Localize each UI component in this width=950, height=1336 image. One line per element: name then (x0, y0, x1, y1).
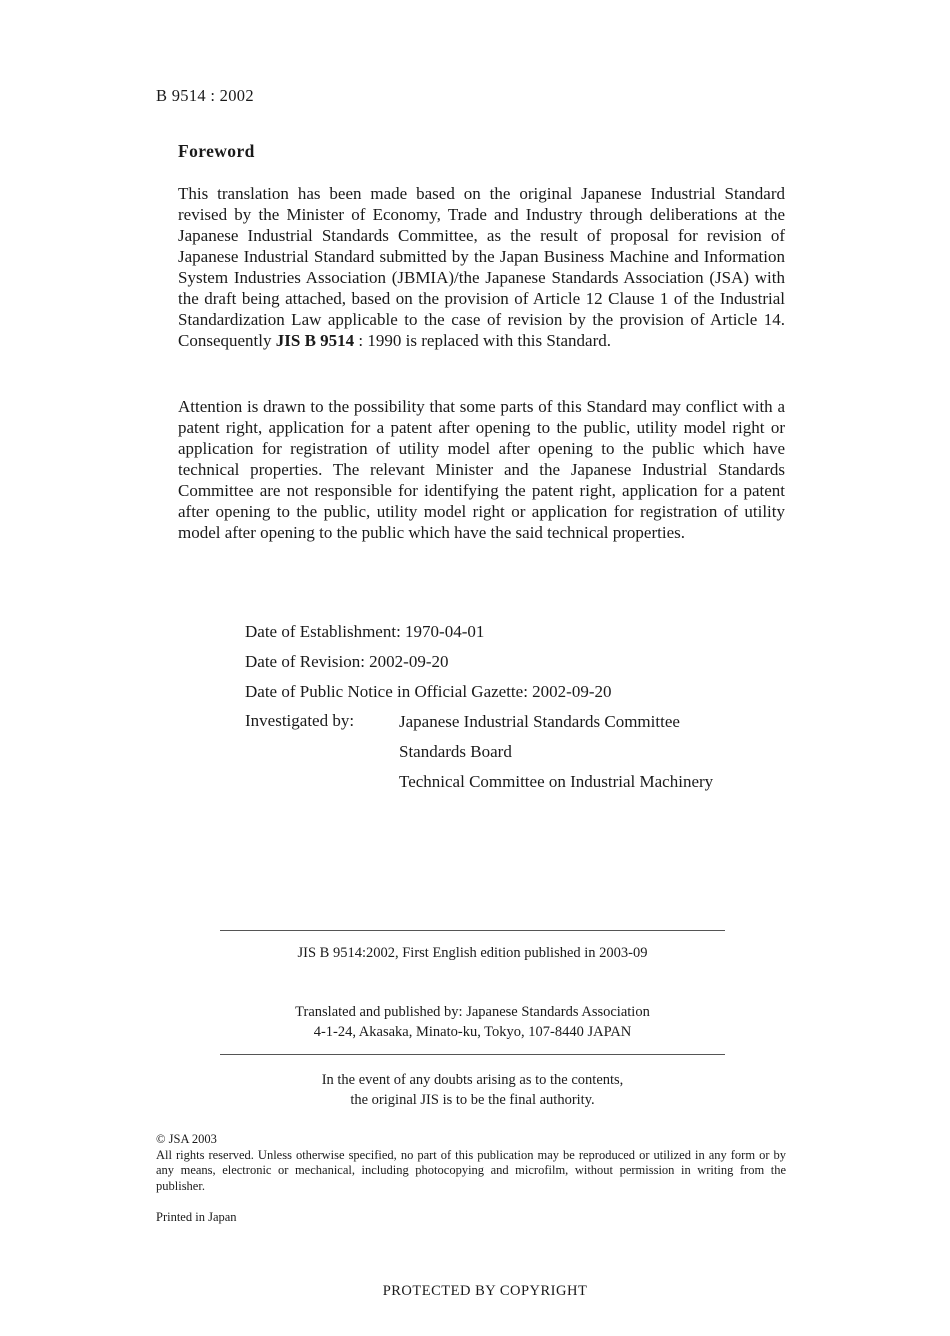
date-establishment: Date of Establishment: 1970-04-01 (245, 622, 485, 641)
foreword-paragraph-2: Attention is drawn to the possibility that some parts of this Standard may conflict with a patent right, application for a patent after opening to the public, utility model right or application for registration of utility model after opening to the public which have technical properties. The relevant Minister and the Japanese Industrial Standards Committee are not responsible for identifying the patent right, application for a patent after opening to the public, utility model right or application for registration of utility model after opening to the public which have the said technical properties. (178, 397, 785, 542)
authority-line: In the event of any doubts arising as to the contents, (321, 1072, 624, 1088)
investigated-label: Investigated by: (245, 711, 355, 730)
foreword-title: Foreword (178, 141, 255, 161)
investigated-list (399, 711, 729, 801)
investigator-item: Standards Board (399, 742, 512, 761)
printed-in: Printed in Japan (156, 1210, 237, 1224)
edition-line: JIS B 9514:2002, First English edition published in 2003-09 (297, 945, 648, 961)
divider (220, 1054, 725, 1055)
investigator-item: Technical Committee on Industrial Machinery (399, 772, 714, 791)
date-revision: Date of Revision: 2002-09-20 (245, 652, 449, 671)
protected-footer: PROTECTED BY COPYRIGHT (382, 1283, 588, 1299)
paragraph-text: : 1990 is replaced with this Standard. (354, 331, 612, 350)
document-id: B 9514 : 2002 (156, 86, 254, 105)
divider (220, 930, 725, 931)
standard-reference: JIS B 9514 (275, 331, 355, 350)
rights-statement: All rights reserved. Unless otherwise specified, no part of this publication may be reproduced or utilized in any form or by any means, electronic or mechanical, including photocopying and microfilm, without permission in writing from the publisher. (156, 1147, 786, 1193)
publisher-block (220, 1002, 725, 1042)
foreword-paragraph-1 (178, 183, 785, 351)
authority-note (220, 1070, 725, 1110)
copyright-notice: © JSA 2003 (156, 1132, 217, 1146)
authority-line: the original JIS is to be the final authority. (350, 1092, 595, 1108)
publisher-line: Translated and published by: Japanese Standards Association (295, 1004, 650, 1020)
investigated-row (245, 711, 729, 801)
investigator-item: Japanese Industrial Standards Committee (399, 712, 680, 731)
dates-block (245, 621, 729, 801)
copyright-block (156, 1132, 786, 1194)
publisher-address: 4-1-24, Akasaka, Minato-ku, Tokyo, 107-8440 JAPAN (313, 1024, 632, 1040)
date-public-notice: Date of Public Notice in Official Gazette: 2002-09-20 (245, 682, 612, 701)
paragraph-text: This translation has been made based on the original Japanese Industrial Standard revised by the Minister of Economy, Trade and Industry through deliberations at the Japanese Industrial Standards Committee, as the result of proposal for revision of Japanese Industrial Standard submitted by the Japan Business Machine and Information System Industries Association (JBMIA)/the Japanese Standards Association (JSA) with the draft being attached, based on the provision of Article 12 Clause 1 of the Industrial Standardization Law applicable to the case of revision by the provision of Article 14. Consequently (178, 184, 785, 350)
